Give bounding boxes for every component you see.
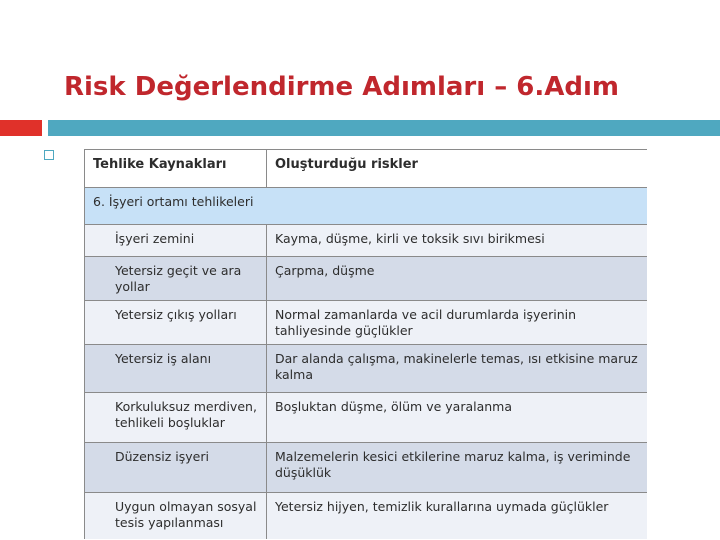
risk-cell: Çarpma, düşme bbox=[267, 257, 648, 301]
hazard-cell: Yetersiz çıkış yolları bbox=[85, 301, 267, 345]
accent-bar-red bbox=[0, 120, 42, 136]
table-section-row bbox=[85, 188, 648, 225]
accent-bar-teal bbox=[48, 120, 720, 136]
table-row bbox=[85, 345, 648, 393]
section-label: 6. İşyeri ortamı tehlikeleri bbox=[85, 188, 648, 225]
hazard-cell: İşyeri zemini bbox=[85, 225, 267, 257]
hazard-cell: Korkuluksuz merdiven, tehlikeli boşluklar bbox=[85, 393, 267, 443]
table-row bbox=[85, 301, 648, 345]
hazard-cell: Yetersiz geçit ve ara yollar bbox=[85, 257, 267, 301]
risk-cell: Kayma, düşme, kirli ve toksik sıvı birikmesi bbox=[267, 225, 648, 257]
slide-title: Risk Değerlendirme Adımları – 6.Adım bbox=[64, 72, 619, 102]
header-risks: Oluşturduğu riskler bbox=[267, 150, 648, 188]
risk-cell: Malzemelerin kesici etkilerine maruz kalma, iş veriminde düşüklük bbox=[267, 443, 648, 493]
risk-cell: Boşluktan düşme, ölüm ve yaralanma bbox=[267, 393, 648, 443]
bullet-square-icon bbox=[44, 150, 54, 160]
table-row bbox=[85, 493, 648, 540]
table-header-row bbox=[85, 150, 648, 188]
table-row bbox=[85, 443, 648, 493]
hazard-cell: Uygun olmayan sosyal tesis yapılanması bbox=[85, 493, 267, 540]
risk-cell: Dar alanda çalışma, makinelerle temas, ısı etkisine maruz kalma bbox=[267, 345, 648, 393]
risk-table bbox=[84, 149, 647, 539]
hazard-cell: Düzensiz işyeri bbox=[85, 443, 267, 493]
header-hazard-source: Tehlike Kaynakları bbox=[85, 150, 267, 188]
risk-cell: Normal zamanlarda ve acil durumlarda işyerinin tahliyesinde güçlükler bbox=[267, 301, 648, 345]
table-row bbox=[85, 257, 648, 301]
risk-table-container bbox=[84, 149, 647, 539]
table-row bbox=[85, 393, 648, 443]
risk-cell: Yetersiz hijyen, temizlik kurallarına uymada güçlükler bbox=[267, 493, 648, 540]
table-row bbox=[85, 225, 648, 257]
hazard-cell: Yetersiz iş alanı bbox=[85, 345, 267, 393]
